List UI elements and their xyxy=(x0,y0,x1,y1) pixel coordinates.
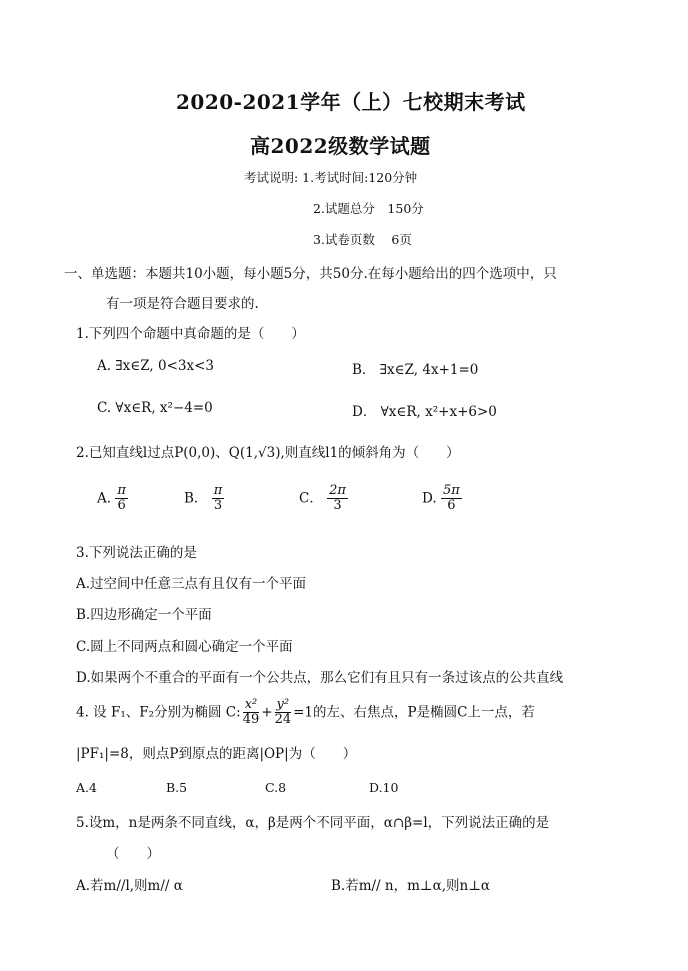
exam-note-time: 考试说明: 1.考试时间:120分钟 xyxy=(244,170,418,185)
question-4-option-b: B.5 xyxy=(166,780,188,795)
fraction-numerator: y² xyxy=(276,697,290,712)
question-2-option-d xyxy=(422,484,462,514)
question-2-option-c xyxy=(299,484,348,514)
question-1-option-d: D． ∀x∈R, x²+x+6>0 xyxy=(352,404,497,420)
question-5-option-b: B.若m// n，m⊥α,则n⊥α xyxy=(331,878,491,894)
question-3-option-c: C.圆上不同两点和圆心确定一个平面 xyxy=(76,639,293,655)
question-4-stem-line2: |PF₁|=8，则点P到原点的距离|OP|为（ ） xyxy=(76,746,357,762)
question-3-option-a: A.过空间中任意三点有且仅有一个平面 xyxy=(76,576,307,592)
question-1-option-b: B． ∃x∈Z, 4x+1=0 xyxy=(352,362,479,378)
option-fraction xyxy=(212,484,225,514)
question-2-stem: 2.已知直线l过点P(0,0)、Q(1,√3),则直线l1的倾斜角为（ ） xyxy=(76,445,460,461)
question-5-option-a: A.若m//l,则m// α xyxy=(76,878,183,894)
question-4-stem-post: =1的左、右焦点，P是椭圆C上一点，若 xyxy=(293,704,535,721)
fraction-numerator: π xyxy=(117,483,126,498)
option-fraction xyxy=(327,484,348,514)
question-1-stem: 1.下列四个命题中真命题的是（ ） xyxy=(76,326,305,342)
option-fraction xyxy=(441,484,462,514)
plus-sign: + xyxy=(261,704,273,721)
question-5-answer-paren: （ ） xyxy=(106,846,160,862)
fraction-denominator: 3 xyxy=(333,498,342,514)
question-4-stem xyxy=(76,698,535,728)
question-4-option-a: A.4 xyxy=(76,780,97,795)
question-5-stem: 5.设m，n是两条不同直线，α，β是两个不同平面，α∩β=l，下列说法正确的是 xyxy=(76,815,550,831)
section-heading: 一、单选题：本题共10小题，每小题5分，共50分.在每小题给出的四个选项中，只 xyxy=(64,266,557,282)
question-3-option-b: B.四边形确定一个平面 xyxy=(76,607,212,623)
ellipse-term-y xyxy=(273,698,294,728)
section-heading-cont: 有一项是符合题目要求的. xyxy=(106,296,259,312)
option-label: D. xyxy=(422,490,437,507)
fraction-denominator: 49 xyxy=(242,712,260,728)
question-1-option-a: A. ∃x∈Z, 0<3x<3 xyxy=(97,358,214,374)
exam-note-score: 2.试题总分 150分 xyxy=(313,201,424,216)
fraction-numerator: 2π xyxy=(329,483,346,498)
fraction-numerator: x² xyxy=(244,697,258,712)
question-2-option-b xyxy=(184,484,224,514)
fraction-denominator: 6 xyxy=(117,498,126,514)
question-1-option-c: C. ∀x∈R, x²−4=0 xyxy=(97,400,213,416)
question-3-stem: 3.下列说法正确的是 xyxy=(76,545,197,561)
option-label: A. xyxy=(97,490,112,507)
question-4-option-c: C.8 xyxy=(265,780,287,795)
exam-note-pages: 3.试卷页数 6页 xyxy=(313,232,412,247)
fraction-denominator: 3 xyxy=(213,498,223,514)
fraction-denominator: 24 xyxy=(274,712,292,728)
exam-title: 2020-2021学年（上）七校期末考试 xyxy=(176,90,526,114)
fraction-numerator: π xyxy=(213,483,223,498)
question-4-option-d: D.10 xyxy=(369,780,399,795)
option-label: B． xyxy=(184,490,208,507)
question-4-stem-pre: 4. 设 F₁、F₂分别为椭圆 C: xyxy=(76,704,241,721)
ellipse-term-x xyxy=(241,698,262,728)
exam-subtitle: 高2022级数学试题 xyxy=(250,134,431,158)
option-fraction xyxy=(115,484,128,514)
option-label: C． xyxy=(299,490,323,507)
question-2-option-a xyxy=(97,484,128,514)
fraction-numerator: 5π xyxy=(442,483,460,498)
question-3-option-d: D.如果两个不重合的平面有一个公共点，那么它们有且只有一条过该点的公共直线 xyxy=(76,670,564,686)
fraction-denominator: 6 xyxy=(447,498,456,514)
